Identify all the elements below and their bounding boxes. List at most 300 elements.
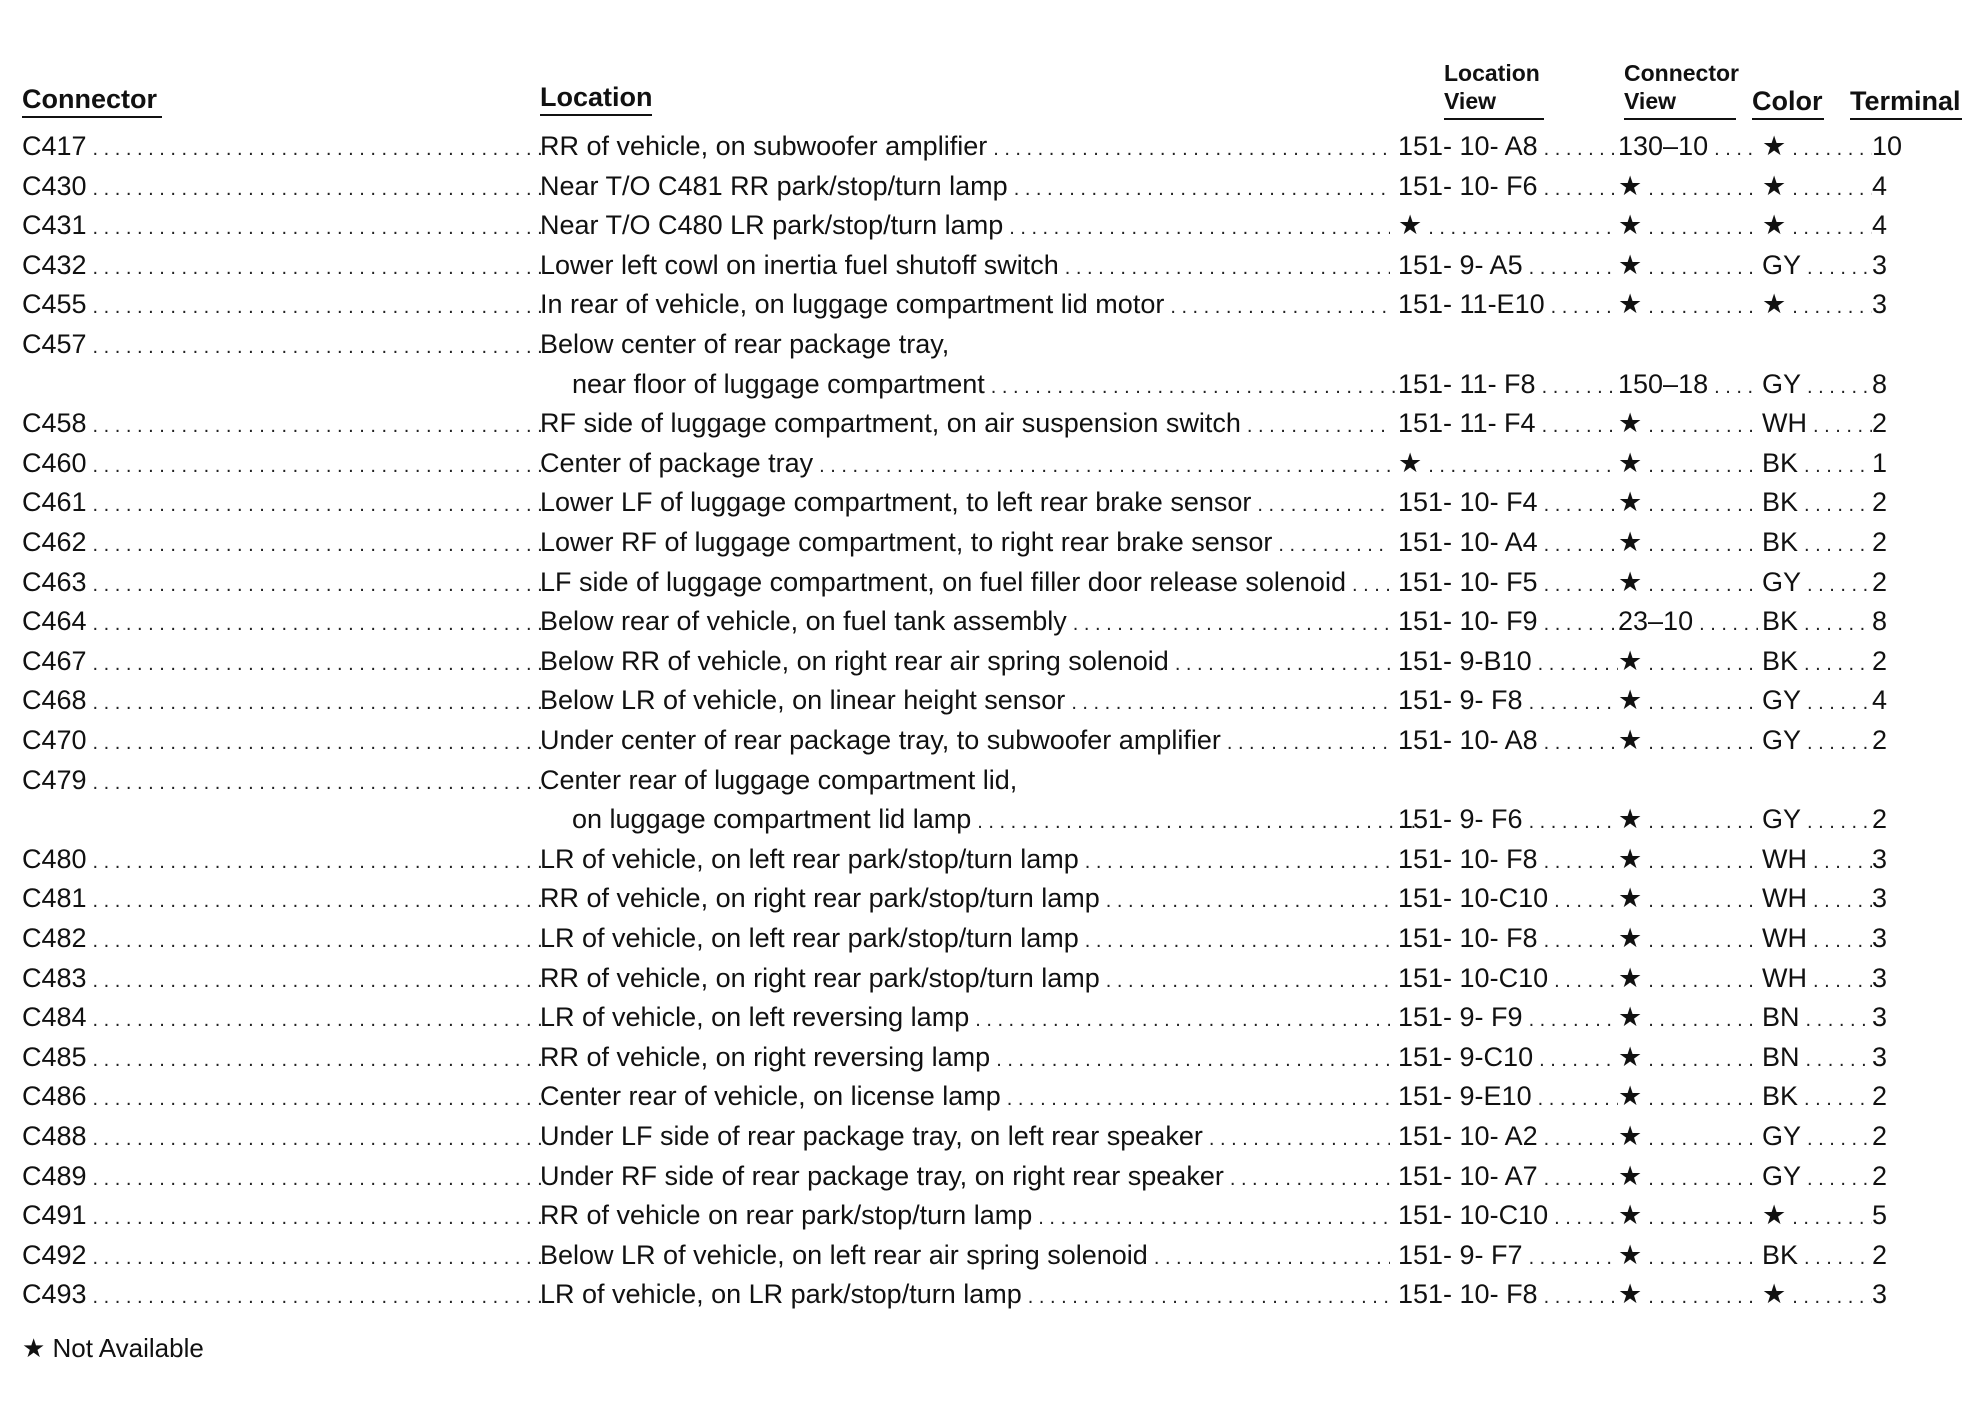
dot-leader (1648, 1237, 1758, 1273)
dot-leader (1007, 1078, 1390, 1114)
cell-connector (22, 286, 542, 322)
dot-leader (1806, 1039, 1872, 1075)
cell-connector-view-text: ★ (1618, 408, 1643, 439)
cell-location-view (1398, 445, 1618, 481)
cell-location (540, 920, 1390, 956)
cell-terminal-text: 10 (1872, 131, 1903, 161)
cell-location-text: Lower left cowl on inertia fuel shutoff switch (540, 249, 1059, 280)
dot-leader (1278, 524, 1390, 560)
cell-location-view-text: 151- 10- A8 (1398, 725, 1538, 755)
cell-connector (22, 841, 542, 877)
cell-location-view (1398, 168, 1618, 204)
cell-color-text: GY (1762, 725, 1802, 755)
cell-connector-view (1618, 1078, 1758, 1114)
dot-leader (1648, 920, 1758, 956)
cell-terminal-text: 3 (1872, 843, 1888, 874)
cell-terminal (1872, 960, 1928, 996)
cell-connector-view (1618, 286, 1758, 322)
cell-connector-text: C484 (22, 1002, 87, 1033)
table-row (0, 960, 1986, 996)
dot-leader (1648, 1078, 1758, 1114)
dot-leader (93, 1078, 542, 1114)
dot-leader (1544, 603, 1618, 639)
cell-location (540, 1158, 1390, 1194)
cell-connector-view (1618, 999, 1758, 1035)
cell-color-text: GY (1762, 685, 1802, 716)
dot-leader (1544, 1276, 1618, 1312)
cell-terminal (1872, 524, 1928, 560)
cell-location-text: LR of vehicle, on LR park/stop/turn lamp (540, 1279, 1022, 1310)
cell-color-text: GY (1762, 1160, 1802, 1191)
dot-leader (1014, 168, 1390, 204)
cell-connector-view (1618, 1039, 1758, 1075)
cell-terminal (1872, 286, 1928, 322)
cell-connector-text: C481 (22, 883, 87, 914)
cell-location (540, 841, 1390, 877)
cell-location (540, 1276, 1390, 1312)
cell-terminal-text: 3 (1872, 1279, 1888, 1310)
cell-connector-text: C482 (22, 923, 87, 953)
dot-leader (1792, 168, 1872, 204)
cell-terminal (1872, 247, 1928, 283)
cell-location-view-text: 151- 9-C10 (1398, 1041, 1534, 1072)
cell-connector (22, 880, 542, 916)
table-row (0, 1118, 1986, 1154)
cell-location-view-text: 151- 9- F6 (1398, 804, 1523, 835)
cell-connector (22, 366, 542, 402)
cell-location-text: Near T/O C480 LR park/stop/turn lamp (540, 210, 1004, 241)
cell-connector-view (1618, 960, 1758, 996)
cell-connector-view-text: ★ (1618, 1041, 1643, 1072)
cell-location-view-text: 151- 10- F6 (1398, 170, 1538, 201)
table-row (0, 999, 1986, 1035)
dot-leader (1813, 405, 1872, 441)
cell-terminal (1872, 1039, 1928, 1075)
cell-connector-view (1618, 722, 1758, 758)
cell-location (540, 682, 1390, 718)
cell-location-view (1398, 801, 1618, 837)
dot-leader (93, 920, 542, 956)
cell-location-view (1398, 484, 1618, 520)
cell-connector (22, 1237, 542, 1273)
cell-location-text: LR of vehicle, on left rear park/stop/turn lamp (540, 923, 1079, 953)
cell-location-view-text: 151- 10- F8 (1398, 843, 1538, 874)
cell-connector-view (1618, 326, 1758, 362)
table-row (0, 484, 1986, 520)
cell-connector-view (1618, 1158, 1758, 1194)
cell-location (540, 801, 1422, 837)
cell-location (540, 999, 1390, 1035)
cell-location-view (1398, 524, 1618, 560)
cell-connector-view (1618, 762, 1758, 798)
table-row (0, 247, 1986, 283)
cell-location-view-text: ★ (1398, 447, 1423, 478)
cell-location-text: LR of vehicle, on left rear park/stop/turn lamp (540, 843, 1079, 874)
cell-color (1762, 564, 1872, 600)
cell-connector-view-text: ★ (1618, 1200, 1643, 1231)
header-connector-view-line2: View (1624, 88, 1676, 114)
table-row (0, 1078, 1986, 1114)
cell-color (1762, 643, 1872, 679)
dot-leader (93, 1276, 542, 1312)
table-row (0, 920, 1986, 956)
cell-connector-view (1618, 564, 1758, 600)
cell-terminal-text: 2 (1872, 645, 1888, 676)
dot-leader (1648, 880, 1758, 916)
dot-leader (996, 1039, 1390, 1075)
cell-location-view (1398, 920, 1618, 956)
cell-terminal (1872, 445, 1928, 481)
dot-leader (1648, 841, 1758, 877)
table-row (0, 168, 1986, 204)
cell-terminal-text: 2 (1872, 566, 1888, 597)
dot-leader (1209, 1118, 1390, 1154)
dot-leader (1648, 1197, 1758, 1233)
cell-location-text: Lower RF of luggage compartment, to right rear brake sensor (540, 527, 1273, 557)
cell-location (540, 326, 1390, 362)
cell-terminal-text: 2 (1872, 1081, 1888, 1112)
cell-location-view-text: ★ (1398, 210, 1423, 241)
header-connector-view-underline (1624, 118, 1736, 120)
cell-terminal (1872, 128, 1928, 164)
cell-terminal (1872, 643, 1928, 679)
table-row (0, 405, 1986, 441)
cell-connector-view (1618, 168, 1758, 204)
cell-connector-view (1618, 603, 1758, 639)
cell-location-view-text: 151- 10- F4 (1398, 487, 1538, 518)
cell-terminal-text: 2 (1872, 1121, 1888, 1151)
cell-location-text: Below center of rear package tray, (540, 329, 950, 359)
cell-location (540, 564, 1390, 600)
cell-location-text: RR of vehicle, on right rear park/stop/turn lamp (540, 883, 1100, 914)
cell-connector (22, 801, 542, 837)
cell-location-view (1398, 841, 1618, 877)
dot-leader (1529, 999, 1618, 1035)
cell-connector (22, 207, 542, 243)
cell-connector-view-text: ★ (1618, 1160, 1643, 1191)
table-row (0, 1197, 1986, 1233)
cell-location-text: Below rear of vehicle, on fuel tank assembly (540, 606, 1067, 637)
cell-connector-text: C431 (22, 210, 87, 241)
cell-connector (22, 128, 542, 164)
dot-leader (1792, 1276, 1872, 1312)
dot-leader (1813, 880, 1872, 916)
cell-location-view (1398, 999, 1618, 1035)
dot-leader (1792, 207, 1872, 243)
cell-location (540, 207, 1390, 243)
dot-leader (1648, 722, 1758, 758)
cell-location-text: Below RR of vehicle, on right rear air spring solenoid (540, 645, 1169, 676)
cell-terminal-text: 3 (1872, 923, 1888, 953)
dot-leader (1247, 405, 1390, 441)
dot-leader (1648, 445, 1758, 481)
dot-leader (1648, 484, 1758, 520)
cell-connector-view-text: ★ (1618, 527, 1643, 557)
dot-leader (93, 999, 542, 1035)
dot-leader (93, 1118, 542, 1154)
cell-color-text: GY (1762, 1121, 1802, 1151)
cell-terminal (1872, 1118, 1928, 1154)
dot-leader (93, 564, 542, 600)
cell-terminal-text: 3 (1872, 249, 1888, 280)
cell-terminal (1872, 762, 1928, 798)
cell-location-view (1398, 1237, 1618, 1273)
cell-location-view-text: 151- 9- F9 (1398, 1002, 1523, 1033)
cell-terminal-text: 2 (1872, 804, 1888, 835)
dot-leader (1807, 1158, 1872, 1194)
cell-location-text: Under RF side of rear package tray, on right rear speaker (540, 1160, 1224, 1191)
cell-connector-text: C457 (22, 329, 87, 359)
cell-location-view (1398, 722, 1618, 758)
dot-leader (1538, 643, 1618, 679)
cell-color (1762, 1039, 1872, 1075)
cell-location-view (1398, 1039, 1618, 1075)
dot-leader (1648, 524, 1758, 560)
cell-connector (22, 762, 542, 798)
table-row (0, 128, 1986, 164)
cell-color-text: BK (1762, 606, 1799, 637)
cell-connector-view (1618, 880, 1758, 916)
cell-terminal (1872, 920, 1928, 956)
dot-leader (93, 841, 542, 877)
dot-leader (1648, 682, 1758, 718)
cell-color-text: WH (1762, 883, 1807, 914)
dot-leader (1538, 1078, 1618, 1114)
cell-terminal-text: 2 (1872, 527, 1888, 557)
cell-connector (22, 445, 542, 481)
cell-location-view (1398, 1158, 1618, 1194)
header-terminal: Terminal (1850, 86, 1961, 116)
dot-leader (1065, 247, 1390, 283)
dot-leader (93, 1197, 542, 1233)
dot-leader (1544, 128, 1618, 164)
cell-connector-view (1618, 841, 1758, 877)
cell-connector (22, 326, 542, 362)
dot-leader (1428, 207, 1618, 243)
dot-leader (1792, 128, 1872, 164)
table-row (0, 801, 1986, 837)
cell-terminal (1872, 326, 1928, 362)
cell-location-view (1398, 1276, 1618, 1312)
cell-connector (22, 1276, 542, 1312)
cell-color (1762, 722, 1872, 758)
dot-leader (1648, 1118, 1758, 1154)
dot-leader (93, 445, 542, 481)
cell-location-text: RF side of luggage compartment, on air suspension switch (540, 408, 1241, 439)
cell-terminal-text: 3 (1872, 289, 1888, 320)
cell-location (540, 603, 1390, 639)
cell-location (540, 1118, 1390, 1154)
dot-leader (819, 445, 1390, 481)
cell-connector (22, 682, 542, 718)
cell-location (540, 762, 1390, 798)
cell-color (1762, 168, 1872, 204)
dot-leader (1648, 207, 1758, 243)
cell-location (540, 366, 1422, 402)
cell-location-text: Center of package tray (540, 447, 814, 478)
cell-terminal (1872, 682, 1928, 718)
cell-location-view (1398, 643, 1618, 679)
cell-connector-text: C467 (22, 645, 87, 676)
dot-leader (1428, 445, 1618, 481)
cell-color-text: ★ (1762, 289, 1787, 320)
cell-connector (22, 1158, 542, 1194)
cell-location-text: Under center of rear package tray, to subwoofer amplifier (540, 725, 1221, 755)
dot-leader (1544, 564, 1618, 600)
dot-leader (1807, 682, 1872, 718)
cell-connector-view-text: ★ (1618, 210, 1643, 241)
cell-terminal (1872, 801, 1928, 837)
cell-terminal (1872, 564, 1928, 600)
cell-terminal (1872, 841, 1928, 877)
cell-connector-view (1618, 1197, 1758, 1233)
dot-leader (1807, 366, 1872, 402)
cell-terminal-text: 5 (1872, 1200, 1888, 1231)
cell-terminal-text: 4 (1872, 170, 1888, 201)
cell-terminal (1872, 168, 1928, 204)
dot-leader (1813, 920, 1872, 956)
cell-location-view (1398, 326, 1618, 362)
table-row (0, 445, 1986, 481)
cell-connector (22, 564, 542, 600)
cell-color-text: BK (1762, 1081, 1799, 1112)
dot-leader (993, 128, 1390, 164)
cell-location-text: RR of vehicle, on right rear park/stop/turn lamp (540, 962, 1100, 993)
cell-location (540, 643, 1390, 679)
dot-leader (93, 286, 542, 322)
cell-color (1762, 524, 1872, 560)
cell-color (1762, 880, 1872, 916)
dot-leader (1807, 722, 1872, 758)
dot-leader (1648, 801, 1758, 837)
dot-leader (1648, 1039, 1758, 1075)
cell-connector-view (1618, 1118, 1758, 1154)
dot-leader (93, 722, 542, 758)
cell-terminal (1872, 405, 1928, 441)
cell-location-text: Under LF side of rear package tray, on left rear speaker (540, 1121, 1203, 1151)
cell-connector-view-text: 130–10 (1618, 131, 1709, 161)
cell-color (1762, 128, 1872, 164)
cell-terminal-text: 3 (1872, 883, 1888, 914)
dot-leader (1529, 1237, 1618, 1273)
cell-color (1762, 1118, 1872, 1154)
cell-connector-view-text: ★ (1618, 1002, 1643, 1033)
cell-connector-view-text: ★ (1618, 804, 1643, 835)
cell-location-text: RR of vehicle, on right reversing lamp (540, 1041, 991, 1072)
dot-leader (1529, 247, 1618, 283)
cell-color (1762, 207, 1872, 243)
cell-color-text: WH (1762, 923, 1807, 953)
dot-leader (977, 801, 1422, 837)
cell-connector-view (1618, 207, 1758, 243)
table-row (0, 1276, 1986, 1312)
dot-leader (1085, 841, 1390, 877)
dot-leader (93, 762, 542, 798)
dot-leader (93, 524, 542, 560)
cell-connector-view-text: ★ (1618, 962, 1643, 993)
cell-color-text: BK (1762, 447, 1799, 478)
cell-location-view (1398, 405, 1618, 441)
cell-connector-view-text: ★ (1618, 1121, 1643, 1151)
cell-location-view (1398, 128, 1618, 164)
table-row (0, 603, 1986, 639)
cell-terminal-text: 8 (1872, 606, 1888, 637)
cell-color-text: BK (1762, 645, 1799, 676)
header-location-underline (540, 114, 652, 116)
cell-terminal-text: 8 (1872, 368, 1888, 399)
dot-leader (93, 326, 542, 362)
cell-connector-view (1618, 128, 1758, 164)
cell-color (1762, 484, 1872, 520)
dot-leader (1257, 484, 1390, 520)
cell-connector-view-text: ★ (1618, 645, 1643, 676)
cell-connector-view-text: ★ (1618, 249, 1643, 280)
dot-leader (1544, 484, 1618, 520)
cell-location-text: Center rear of luggage compartment lid, (540, 764, 1018, 795)
dot-leader (1544, 841, 1618, 877)
cell-location (540, 405, 1390, 441)
cell-location-view (1398, 1197, 1618, 1233)
cell-color (1762, 603, 1872, 639)
footnote-not-available: ★ Not Available (22, 1333, 204, 1363)
cell-location-view (1398, 762, 1618, 798)
table-row (0, 1237, 1986, 1273)
dot-leader (1804, 1078, 1872, 1114)
cell-connector-text: C461 (22, 487, 87, 518)
cell-location-text: In rear of vehicle, on luggage compartment lid motor (540, 289, 1165, 320)
cell-connector-view (1618, 524, 1758, 560)
cell-terminal-text: 2 (1872, 725, 1888, 755)
cell-color (1762, 326, 1872, 362)
cell-terminal-text: 2 (1872, 1239, 1888, 1270)
cell-location-view-text: 151- 11- F4 (1398, 408, 1536, 439)
cell-location-view-text: 151- 9- A5 (1398, 249, 1523, 280)
dot-leader (1804, 1237, 1872, 1273)
cell-color (1762, 247, 1872, 283)
cell-terminal (1872, 880, 1928, 916)
cell-terminal-text: 1 (1872, 447, 1888, 478)
dot-leader (1352, 564, 1390, 600)
cell-location-text: LF side of luggage compartment, on fuel filler door release solenoid (540, 566, 1346, 597)
dot-leader (1792, 1197, 1872, 1233)
cell-connector (22, 920, 542, 956)
table-row (0, 286, 1986, 322)
dot-leader (93, 603, 542, 639)
table-row (0, 643, 1986, 679)
cell-connector-text: C479 (22, 764, 87, 795)
dot-leader (1813, 960, 1872, 996)
cell-color-text: GY (1762, 368, 1802, 399)
dot-leader (1648, 564, 1758, 600)
cell-location-view-text: 151- 10-C10 (1398, 962, 1549, 993)
dot-leader (93, 247, 542, 283)
dot-leader (1529, 682, 1618, 718)
dot-leader (1648, 960, 1758, 996)
cell-location-view (1398, 366, 1618, 402)
dot-leader (1648, 999, 1758, 1035)
cell-connector-view-text: ★ (1618, 923, 1643, 953)
cell-terminal-text: 3 (1872, 962, 1888, 993)
cell-color (1762, 762, 1872, 798)
cell-color-text: ★ (1762, 131, 1787, 161)
cell-connector (22, 960, 542, 996)
cell-location-view-text: 151- 9-B10 (1398, 645, 1532, 676)
cell-terminal (1872, 366, 1928, 402)
dot-leader (1714, 128, 1758, 164)
cell-connector-view-text: ★ (1618, 447, 1643, 478)
cell-connector-view (1618, 1237, 1758, 1273)
dot-leader (1648, 405, 1758, 441)
